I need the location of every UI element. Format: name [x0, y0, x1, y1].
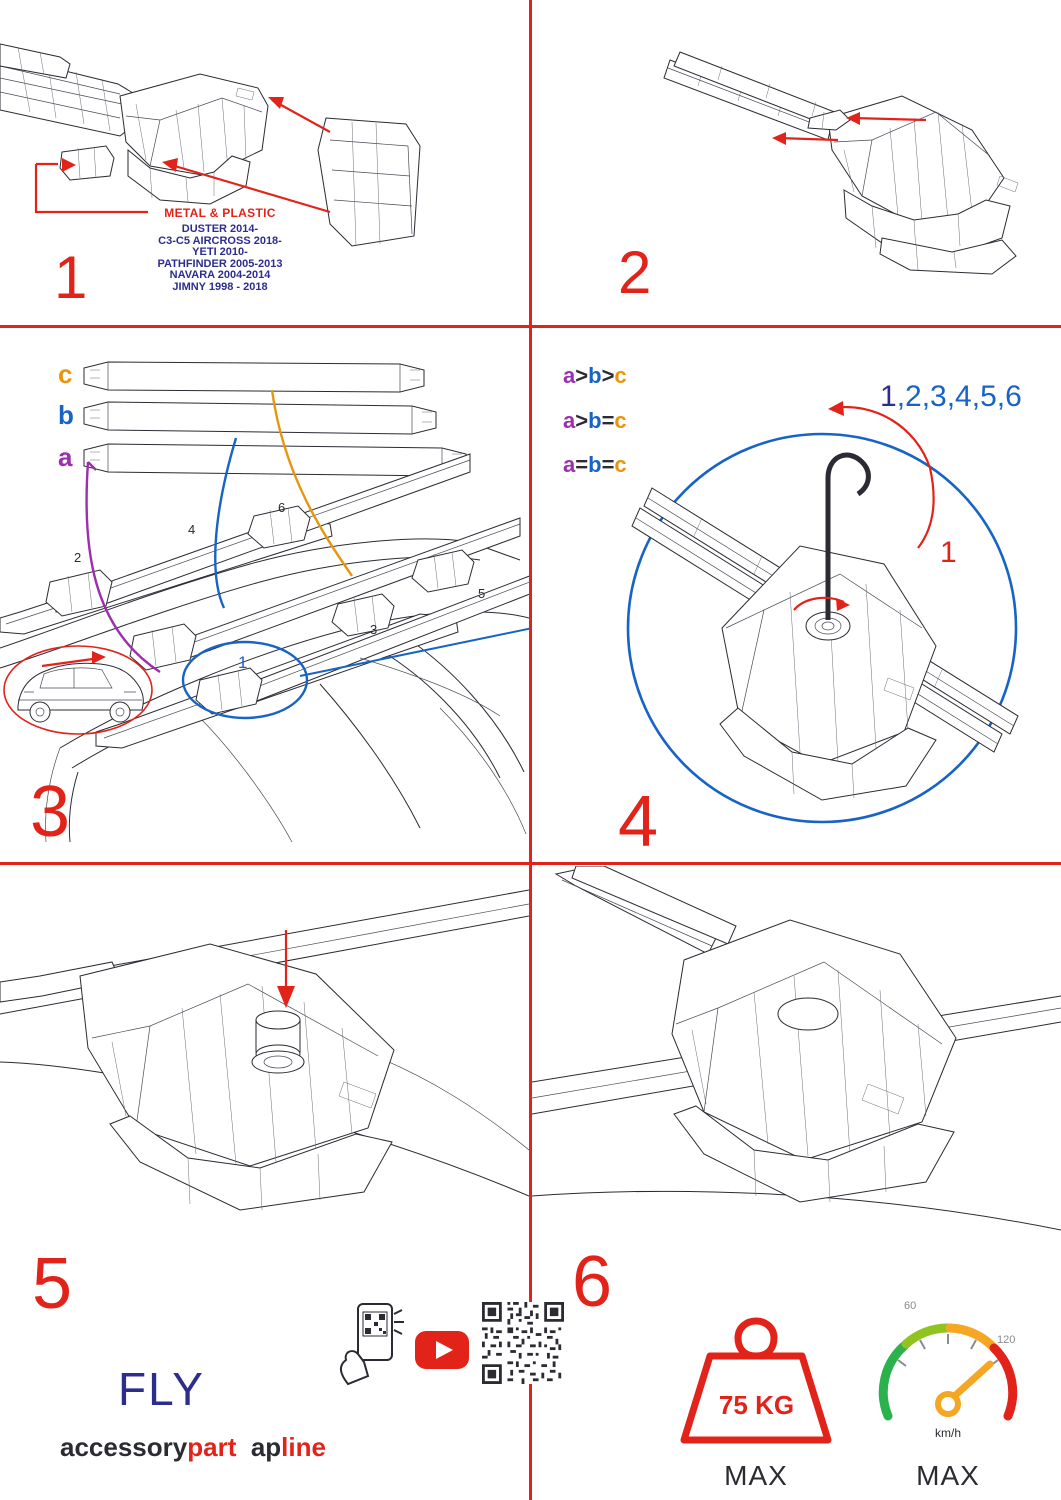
vehicle-item: DUSTER 2014-	[181, 223, 259, 235]
step-5-panel	[0, 866, 529, 1500]
vehicle-item: YETI 2010-	[192, 246, 248, 259]
sequence-first: 1	[880, 380, 897, 413]
weight-value: 75 KG	[718, 1390, 795, 1420]
eq2-op2: =	[601, 408, 615, 433]
youtube-play-icon[interactable]	[414, 1330, 470, 1370]
step-2-illustration	[532, 0, 1061, 325]
step-4-panel	[532, 328, 1061, 862]
gauge-max-label: 120	[997, 1334, 1016, 1346]
eq3-op2: =	[601, 452, 615, 477]
eq3-c: c	[614, 452, 627, 477]
eq3-a: a	[563, 452, 576, 477]
eq1-b: b	[588, 363, 602, 388]
step-number-2: 2	[618, 239, 650, 306]
speed-max-label: MAX	[916, 1460, 980, 1491]
step-4-sequence	[880, 380, 1022, 414]
bar-label-c: c	[58, 359, 73, 389]
brand-part: part	[187, 1432, 237, 1462]
eq3-op1: =	[575, 452, 589, 477]
brand-wordmark	[60, 1432, 326, 1463]
sequence-rest: ,2,3,4,5,6	[896, 380, 1022, 413]
point-label-2: 2	[74, 550, 82, 565]
step-3-illustration	[0, 328, 529, 862]
step-1-vehicle-list	[115, 224, 325, 293]
point-label-3: 3	[370, 622, 378, 637]
step-number-4: 4	[618, 782, 657, 862]
brand-accessory: accessory	[60, 1432, 188, 1462]
fly-wordmark: FLY	[118, 1363, 205, 1415]
step-6-illustration	[532, 866, 1061, 1266]
weight-max-label: MAX	[724, 1460, 788, 1491]
step-3-panel	[0, 328, 529, 862]
max-weight-icon	[676, 1316, 836, 1448]
speed-unit-label: km/h	[934, 1426, 961, 1440]
vehicle-item: NAVARA 2004-2014	[169, 269, 271, 282]
vehicle-item: C3-C5 AIRCROSS 2018-	[158, 234, 282, 247]
vehicle-item: PATHFINDER 2005-2013	[157, 257, 283, 270]
eq2-a: a	[563, 408, 576, 433]
step-number-3: 3	[30, 772, 69, 852]
eq2-op1: >	[575, 408, 589, 433]
step-5-illustration	[0, 866, 529, 1266]
eq1-op1: >	[575, 363, 589, 388]
eq1-c: c	[614, 363, 627, 388]
bar-c	[84, 362, 424, 392]
bar-b	[84, 402, 436, 434]
bar-label-b: b	[58, 400, 74, 430]
bar-label-a: a	[58, 442, 73, 472]
car-inset	[4, 646, 152, 734]
step-number-6: 6	[572, 1242, 611, 1322]
point-label-5: 5	[478, 586, 486, 601]
step-6-panel	[532, 866, 1061, 1500]
brand-line: line	[281, 1432, 326, 1462]
step-2-panel	[532, 0, 1061, 325]
gauge-min-label: 60	[904, 1300, 917, 1312]
step-1-panel	[0, 0, 529, 325]
eq2-b: b	[588, 408, 602, 433]
brand-ap: ap	[250, 1432, 282, 1462]
point-label-1: 1	[238, 653, 248, 672]
eq2-c: c	[614, 408, 627, 433]
step-4-detail-label: 1	[940, 536, 957, 569]
eq1-a: a	[563, 363, 576, 388]
step-1-material-title: METAL & PLASTIC	[164, 206, 276, 220]
eq1-op2: >	[601, 363, 615, 388]
bar-a	[84, 444, 466, 476]
vehicle-item: JIMNY 1998 - 2018	[172, 280, 268, 293]
step-number-1: 1	[54, 244, 86, 311]
point-label-4: 4	[188, 522, 196, 537]
step-number-5: 5	[32, 1244, 71, 1324]
phone-scan-qr-icon	[330, 1300, 412, 1388]
point-label-6: 6	[278, 500, 286, 515]
eq3-b: b	[588, 452, 602, 477]
